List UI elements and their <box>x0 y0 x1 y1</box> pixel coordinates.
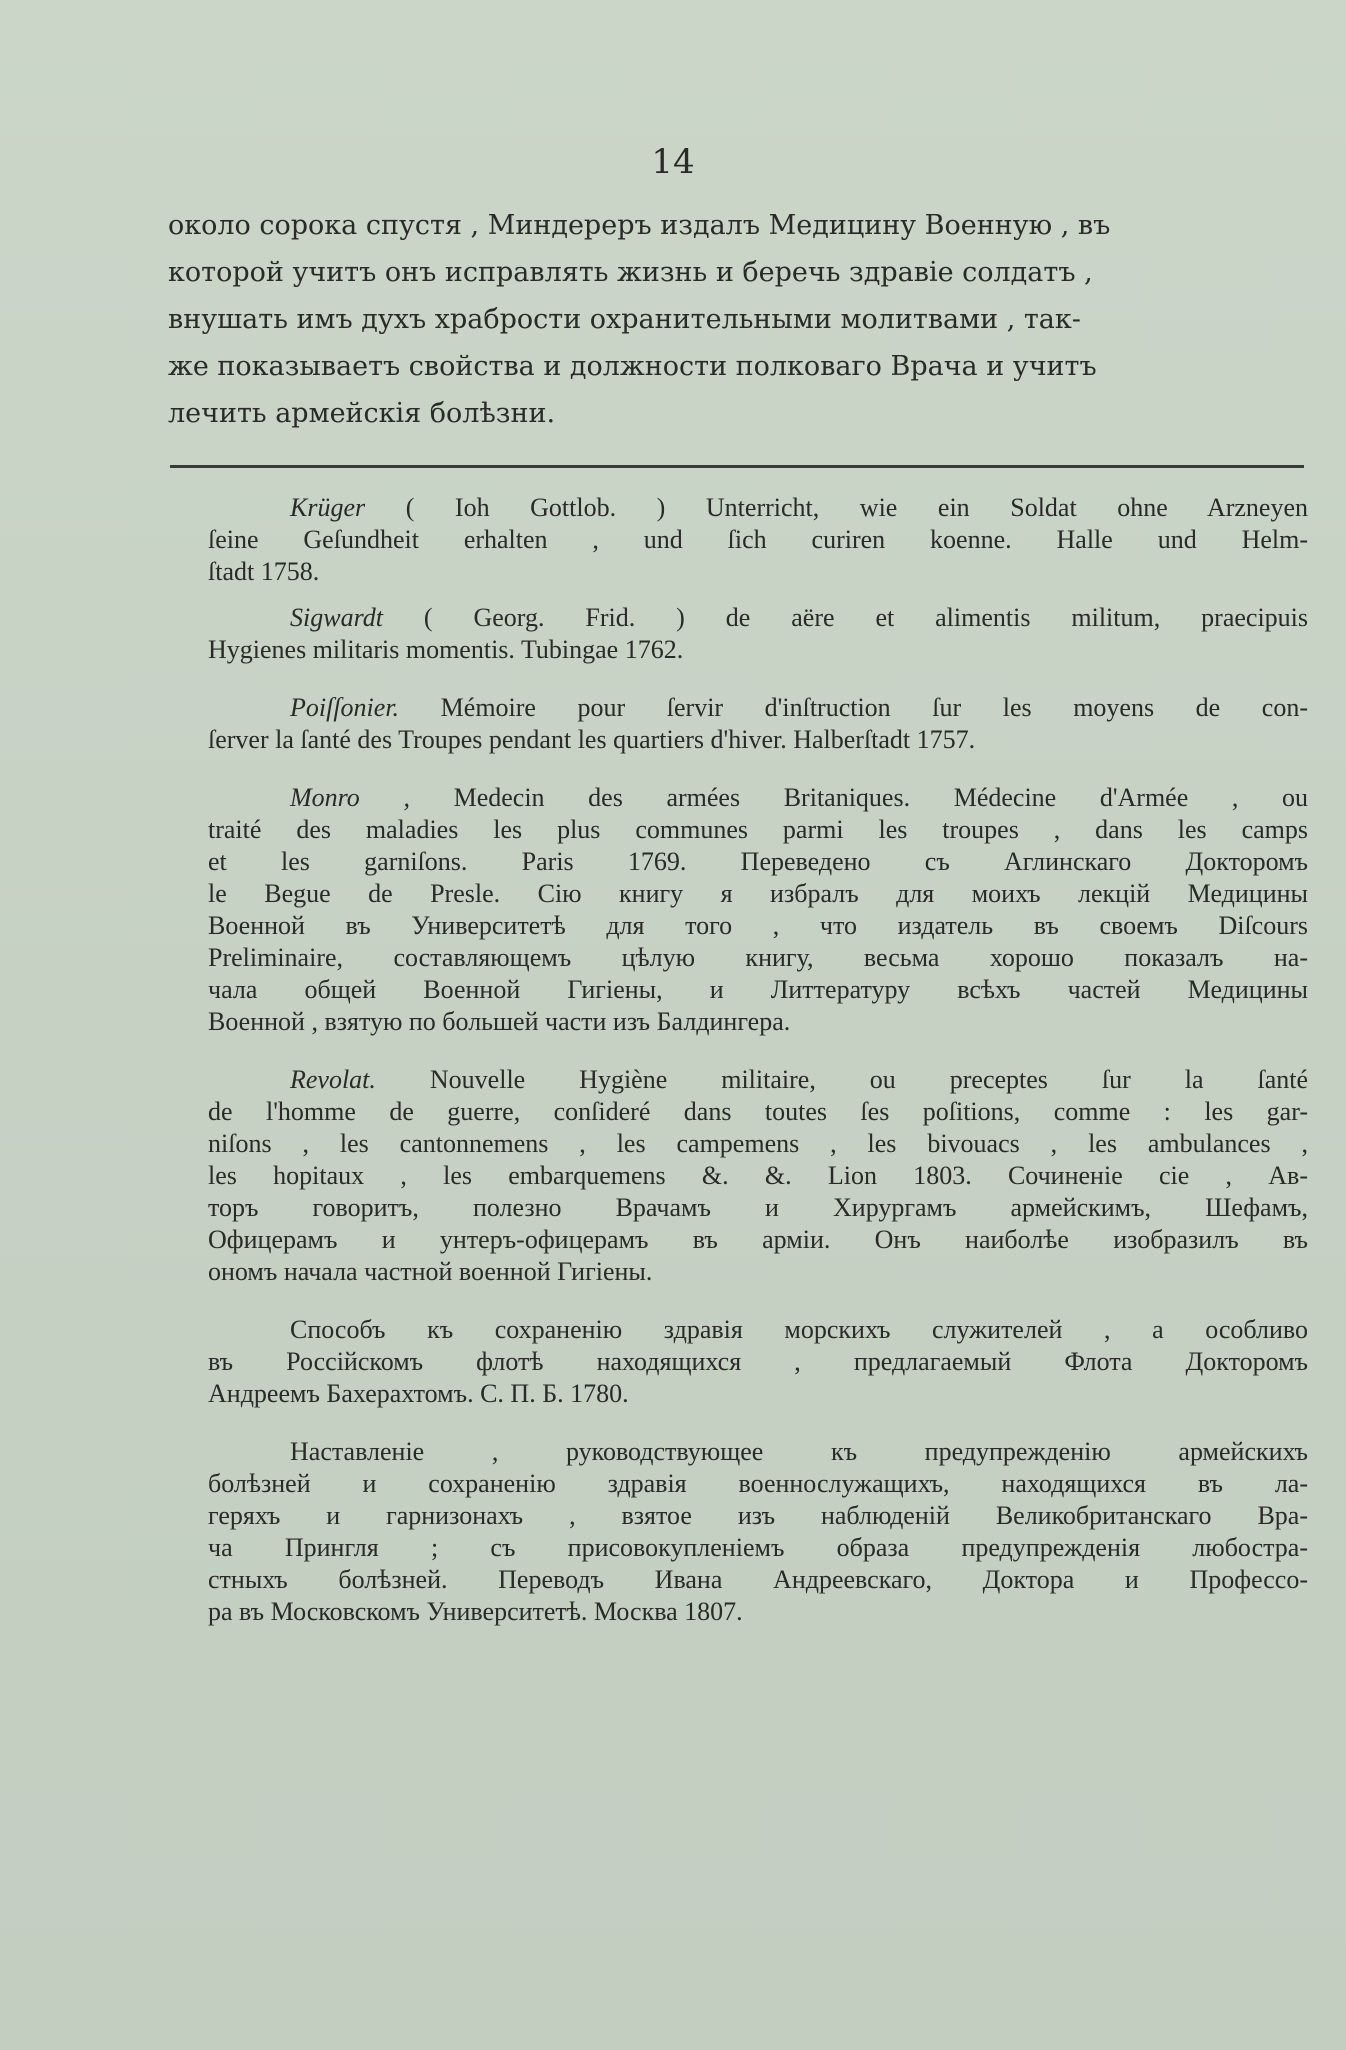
entry-author: Monro , <box>290 783 410 812</box>
entry-text-line: Офицерамъ и унтеръ-офицерамъ въ арміи. Онъ наиболѣе изобразилъ въ <box>208 1225 1308 1254</box>
entry-text-line: Nouvelle Hygiène militaire, ou preceptes ſur la ſanté <box>429 1065 1309 1094</box>
bibliography-entry <box>208 1314 1308 1410</box>
entry-text-line: стныхъ болѣзней. Переводъ Ивана Андреевскаго, Доктора и Профессо- <box>208 1565 1308 1594</box>
entry-text-line: traité des maladies les plus communes parmi les troupes , dans les camps <box>208 815 1308 844</box>
entry-text-line: Наставленіе , руководствующее къ предупрежденію армейскихъ <box>290 1437 1308 1466</box>
main-text-line: же показываетъ свойства и должности полковаго Врача и учитъ <box>168 351 1097 382</box>
entry-text-line: ча Прингля ; съ присовокупленіемъ образа предупрежденія любостра- <box>208 1533 1308 1562</box>
entry-author: Revolat. <box>290 1065 376 1094</box>
main-paragraph <box>168 202 1308 437</box>
entry-text-line: ра въ Московскомъ Университетѣ. Москва 1807. <box>208 1597 743 1626</box>
entry-text-line: Preliminaire, составляющемъ цѣлую книгу, весьма хорошо показалъ на- <box>208 943 1308 972</box>
main-text-line: около сорока спустя , Миндереръ издалъ Медицину Военную , въ <box>168 210 1111 241</box>
main-text-line: которой учитъ онъ исправлять жизнь и беречь здравіе солдатъ , <box>168 257 1093 288</box>
entry-text-line: ſeine Geſundheit erhalten , und ſich curiren koenne. Halle und Helm- <box>208 525 1308 554</box>
entry-text-line: et les garniſons. Paris 1769. Переведено съ Аглинскаго Докторомъ <box>208 847 1308 876</box>
entry-text-line: Medecin des armées Britaniques. Médecine d'Armée , ou <box>453 783 1309 812</box>
entry-text-line: Военной , взятую по большей части изъ Балдингера. <box>208 1007 791 1036</box>
entry-text-line: болѣзней и сохраненію здравія военнослужащихъ, находящихся въ ла- <box>208 1469 1308 1498</box>
entry-text-line: Военной въ Университетѣ для того , что издатель въ своемъ Diſcours <box>208 911 1308 940</box>
entry-text-line: Mémoire pour ſervir d'inſtruction ſur les moyens de con- <box>440 693 1309 722</box>
entry-text-line: въ Россійскомъ флотѣ находящихся , предлагаемый Флота Докторомъ <box>208 1347 1308 1376</box>
entry-author: Poiſſonier. <box>290 693 400 722</box>
main-text-line: внушать имъ духъ храбрости охранительными молитвами , так- <box>168 304 1081 335</box>
entry-text-line: de l'homme de guerre, conſideré dans toutes ſes poſitions, comme : les gar- <box>208 1097 1308 1126</box>
entry-text-line: Способъ къ сохраненію здравія морскихъ служителей , а особливо <box>290 1315 1308 1344</box>
entry-author: Sigwardt <box>290 603 383 632</box>
entry-text-line: ( Georg. Frid. ) de aëre et alimentis militum, praecipuis <box>423 603 1309 632</box>
entry-text-line: ſerver la ſanté des Troupes pendant les quartiers d'hiver. Halberſtadt 1757. <box>208 725 976 754</box>
entry-text-line: le Begue de Presle. Сію книгу я избралъ для моихъ лекцій Медицины <box>208 879 1308 908</box>
entry-text-line: les hopitaux , les embarquemens &. &. Lion 1803. Сочиненіе сіе , Ав- <box>208 1161 1308 1190</box>
bibliography-entry <box>208 1436 1308 1628</box>
entry-text-line: ſtadt 1758. <box>208 557 320 586</box>
entry-text-line: ( Ioh Gottlob. ) Unterricht, wie ein Soldat ohne Arzneyen <box>405 493 1308 522</box>
bibliography-notes <box>208 492 1308 1642</box>
bibliography-entry <box>208 602 1308 666</box>
bibliography-entry <box>208 492 1308 588</box>
entry-text-line: ономъ начала частной военной Гигіены. <box>208 1257 653 1286</box>
footnote-divider <box>170 465 1304 468</box>
bibliography-entry <box>208 692 1308 756</box>
entry-text-line: Андреемъ Бахерахтомъ. С. П. Б. 1780. <box>208 1379 629 1408</box>
bibliography-entry <box>208 1064 1308 1288</box>
entry-text-line: геряхъ и гарнизонахъ , взятое изъ наблюденій Великобританскаго Вра- <box>208 1501 1308 1530</box>
page-number: 14 <box>651 142 695 182</box>
entry-text-line: niſons , les cantonnemens , les campemens , les bivouacs , les ambulances , <box>208 1129 1308 1158</box>
entry-text-line: Hygienes militaris momentis. Tubingae 1762. <box>208 635 684 664</box>
entry-text-line: торъ говоритъ, полезно Врачамъ и Хирургамъ армейскимъ, Шефамъ, <box>208 1193 1308 1222</box>
bibliography-entry <box>208 782 1308 1038</box>
main-text-line: лечить армейскія болѣзни. <box>168 398 556 429</box>
entry-author: Krüger <box>290 493 366 522</box>
entry-text-line: чала общей Военной Гигіены, и Литтературу всѣхъ частей Медицины <box>208 975 1308 1004</box>
